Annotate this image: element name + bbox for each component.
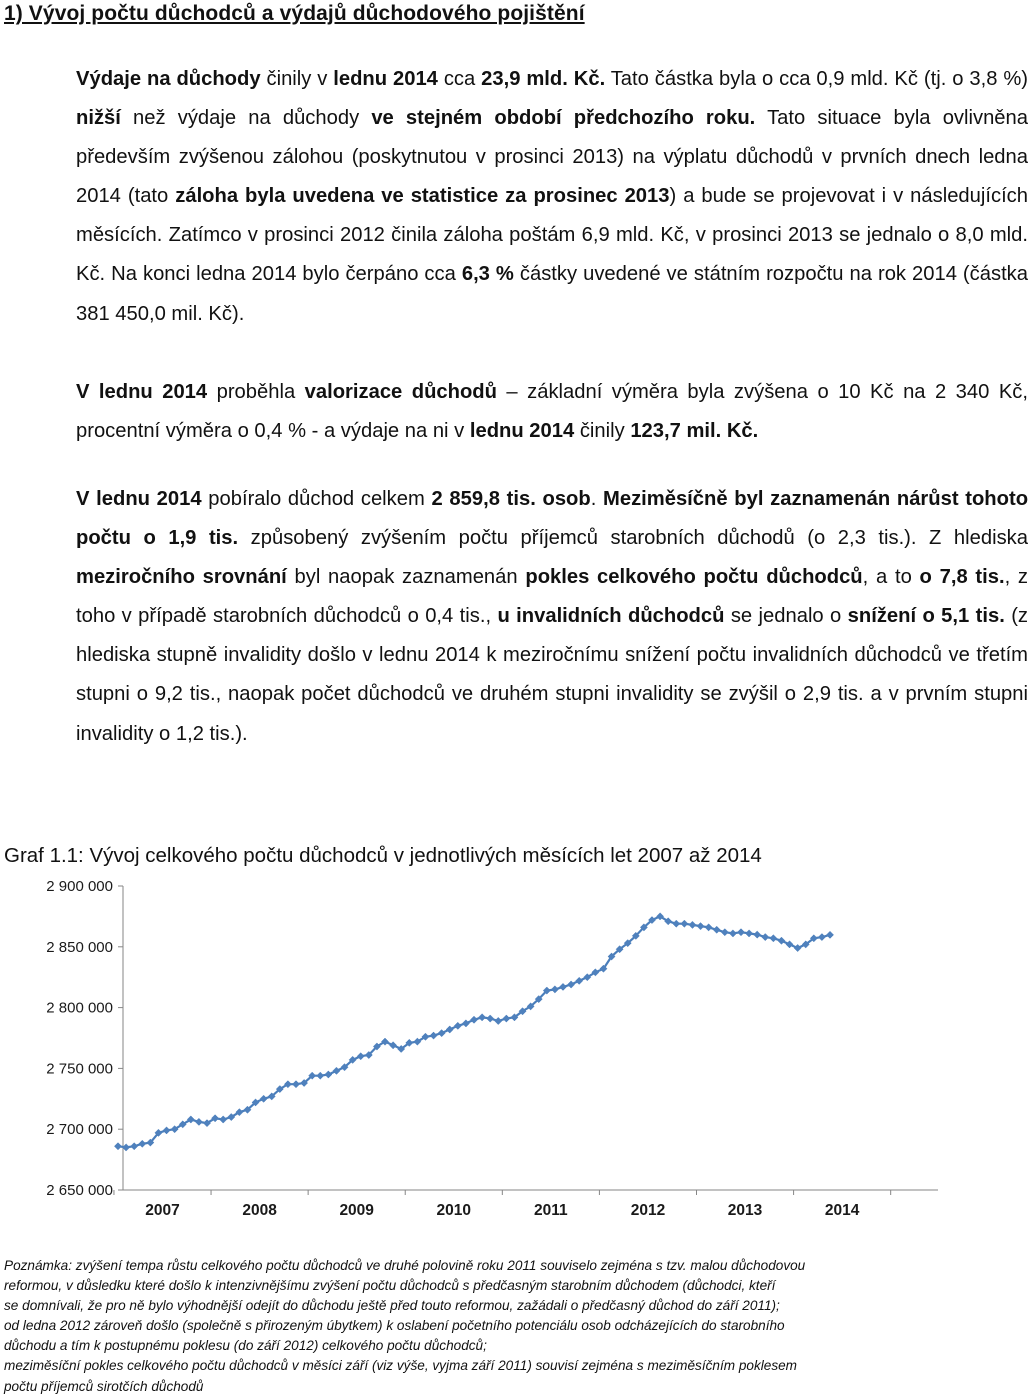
bold-run: 2 859,8 tis. osob <box>431 488 591 510</box>
data-point <box>713 926 720 933</box>
text-run: , a to <box>862 566 920 589</box>
note-line: důchodu a tím k postupnému poklesu (do září 2012) celkového počtu důchodců; <box>4 1338 487 1354</box>
data-point <box>745 930 752 937</box>
y-tick-label: 2 850 000 <box>46 938 113 956</box>
text-run: ) a bude se projevovat i v následujících měsících. Zatímco v prosinci 2012 činila záloha poštám 6,9 mld. Kč, v prosinci 2013 se jednalo o 8,0 mld. Kč. Na konci ledna 2014 bylo čerpáno cca <box>76 185 1028 286</box>
bold-run: meziročního srovnání <box>76 566 287 589</box>
bold-run: lednu 2014 <box>333 68 438 90</box>
text-run: (z hlediska stupně invalidity došlo v lednu 2014 k meziročnímu snížení počtu invalidních důchodců ve třetím stupni o 9,2 tis., naopak počet důchodců ve druhém stupni invalidity se zvýšil o 2,9 tis. a v prvním stupni invalidity o 1,2 tis.). <box>76 605 1028 745</box>
data-point <box>389 1042 396 1049</box>
text-run: . <box>590 488 604 510</box>
data-point <box>681 920 688 927</box>
text-run: , z toho v případě starobních důchodců o 0,4 tis., <box>76 566 1028 628</box>
y-tick-label: 2 900 000 <box>46 878 113 895</box>
data-point <box>487 1015 494 1022</box>
data-point <box>114 1143 121 1150</box>
data-point <box>737 929 744 936</box>
data-point <box>430 1032 437 1039</box>
bold-run: záloha byla uvedena ve statistice za prosinec 2013 <box>175 185 670 208</box>
text-run: Tato situace byla ovlivněna především zvýšenou zálohou (poskytnutou v prosinci 2013) na výplatu důchodů v prvních dnech ledna 2014 (tato <box>76 107 1028 208</box>
note-line: od ledna 2012 zároveň došlo (společně s přirozeným úbytkem) k oslabení početního potenciálu osob odcházejících do starobního <box>4 1318 785 1334</box>
data-point <box>762 933 769 940</box>
data-point <box>754 931 761 938</box>
text-run: činily v <box>260 68 334 90</box>
text-run: se jednalo o <box>724 605 848 628</box>
y-tick-label: 2 650 000 <box>46 1182 113 1199</box>
text-run: částky uvedené ve státním rozpočtu na rok 2014 (částka 381 450,0 mil. Kč). <box>76 263 1028 325</box>
data-point <box>333 1067 340 1074</box>
data-point <box>551 986 558 993</box>
data-point <box>794 944 801 951</box>
data-point <box>454 1022 461 1029</box>
data-point <box>438 1030 445 1037</box>
data-point <box>729 930 736 937</box>
note-line: meziměsíční pokles celkového počtu důchodců v měsíci září (viz výše, vyjma září 2011) souvisí zejména s meziměsíčním poklesem <box>4 1358 798 1374</box>
data-point <box>559 983 566 990</box>
data-point <box>122 1144 129 1151</box>
note-line: počtu příjemců sirotčích důchodů <box>4 1378 204 1394</box>
data-point <box>325 1071 332 1078</box>
y-tick-label: 2 800 000 <box>46 999 113 1017</box>
bold-run: 123,7 mil. Kč. <box>630 420 759 443</box>
data-point <box>470 1016 477 1023</box>
x-tick-label: 2013 <box>727 1202 763 1219</box>
note-line: Poznámka: zvýšení tempa růstu celkového počtu důchodců ve druhé polovině roku 2011 souviselo zejména s tzv. malou důchodovou <box>4 1258 806 1273</box>
bold-run: V lednu 2014 <box>76 381 208 403</box>
text-run: – základní výměra byla zvýšena o 10 Kč na 2 340 Kč, procentní výměra o 0,4 % - a výdaje na ni v <box>76 381 1028 443</box>
graph-note <box>4 1256 956 1397</box>
bold-run: nižší <box>76 107 121 130</box>
data-point <box>446 1026 453 1033</box>
data-point <box>705 924 712 931</box>
section-title: 1) Vývoj počtu důchodců a výdajů důchodového pojištění <box>4 2 585 25</box>
y-tick-label: 2 700 000 <box>46 1121 113 1139</box>
bold-run: Výdaje na důchody <box>76 68 261 90</box>
data-point <box>478 1014 485 1021</box>
x-tick-label: 2010 <box>436 1202 472 1219</box>
data-point <box>697 923 704 930</box>
data-point <box>567 981 574 988</box>
data-point <box>576 977 583 984</box>
x-tick-label: 2012 <box>630 1202 666 1219</box>
data-point <box>131 1143 138 1150</box>
data-point <box>260 1095 267 1102</box>
data-point <box>503 1015 510 1022</box>
data-point <box>673 920 680 927</box>
data-point <box>826 931 833 938</box>
data-point <box>195 1118 202 1125</box>
paragraph-expenditure <box>4 60 1028 334</box>
data-point <box>770 935 777 942</box>
note-line: reformou, v důsledku které došlo k intenzivnějšímu zvýšení počtu důchodců s předčasným starobním důchodem (důchodci, kteří <box>4 1278 776 1294</box>
x-tick-label: 2011 <box>534 1202 568 1219</box>
note-line: se domnívali, že pro ně bylo výhodnější odejít do důchodu ještě před touto reformou, zažádali o předčasný důchod do září 2011); <box>4 1298 780 1314</box>
bold-run: 6,3 % <box>461 263 514 286</box>
text-run: činily <box>574 420 631 443</box>
text-run: pobíralo důchod celkem <box>201 488 432 510</box>
data-point <box>786 941 793 948</box>
x-tick-label: 2009 <box>339 1202 374 1219</box>
y-tick-label: 2 750 000 <box>46 1060 113 1078</box>
data-point <box>292 1081 299 1088</box>
graph-caption: Graf 1.1: Vývoj celkového počtu důchodců v jednotlivých měsících let 2007 až 2014 <box>4 844 762 867</box>
bold-run: snížení o 5,1 tis. <box>847 605 1005 628</box>
data-point <box>139 1140 146 1147</box>
text-run: proběhla <box>207 381 305 403</box>
text-run: Tato částka byla o cca 0,9 mld. Kč (tj. o 3,8 %) <box>605 68 1028 90</box>
bold-run: 23,9 mld. Kč. <box>481 68 606 90</box>
data-point <box>689 921 696 928</box>
data-point <box>220 1116 227 1123</box>
x-tick-label: 2014 <box>824 1202 860 1219</box>
data-point <box>163 1127 170 1134</box>
data-point <box>778 937 785 944</box>
series-line <box>118 916 830 1147</box>
bold-run: ve stejném období předchozího roku. <box>371 107 756 130</box>
bold-run: Meziměsíčně byl zaznamenán nárůst tohoto počtu o 1,9 tis. <box>76 488 1028 550</box>
data-point <box>721 929 728 936</box>
bold-run: o 7,8 tis. <box>919 566 1005 589</box>
paragraph-pensioners <box>4 480 1028 754</box>
data-point <box>462 1020 469 1027</box>
bold-run: lednu 2014 <box>469 420 575 443</box>
x-tick-label: 2008 <box>242 1202 277 1219</box>
bold-run: valorizace důchodů <box>304 381 497 403</box>
data-point <box>495 1017 502 1024</box>
data-point <box>818 933 825 940</box>
bold-run: u invalidních důchodců <box>497 605 725 628</box>
text-run: způsobený zvýšením počtu příjemců starobních důchodů (o 2,3 tis.). Z hlediska <box>238 527 1028 550</box>
pensioners-line-chart <box>0 872 960 1244</box>
data-point <box>357 1053 364 1060</box>
text-run: byl naopak zaznamenán <box>286 566 526 589</box>
x-tick-label: 2007 <box>145 1202 180 1219</box>
paragraph-valorization <box>4 373 1028 451</box>
data-point <box>317 1072 324 1079</box>
bold-run: V lednu 2014 <box>76 488 202 510</box>
bold-run: pokles celkového počtu důchodců <box>525 566 863 589</box>
text-run: než výdaje na důchody <box>120 107 372 130</box>
text-run: cca <box>437 68 482 90</box>
